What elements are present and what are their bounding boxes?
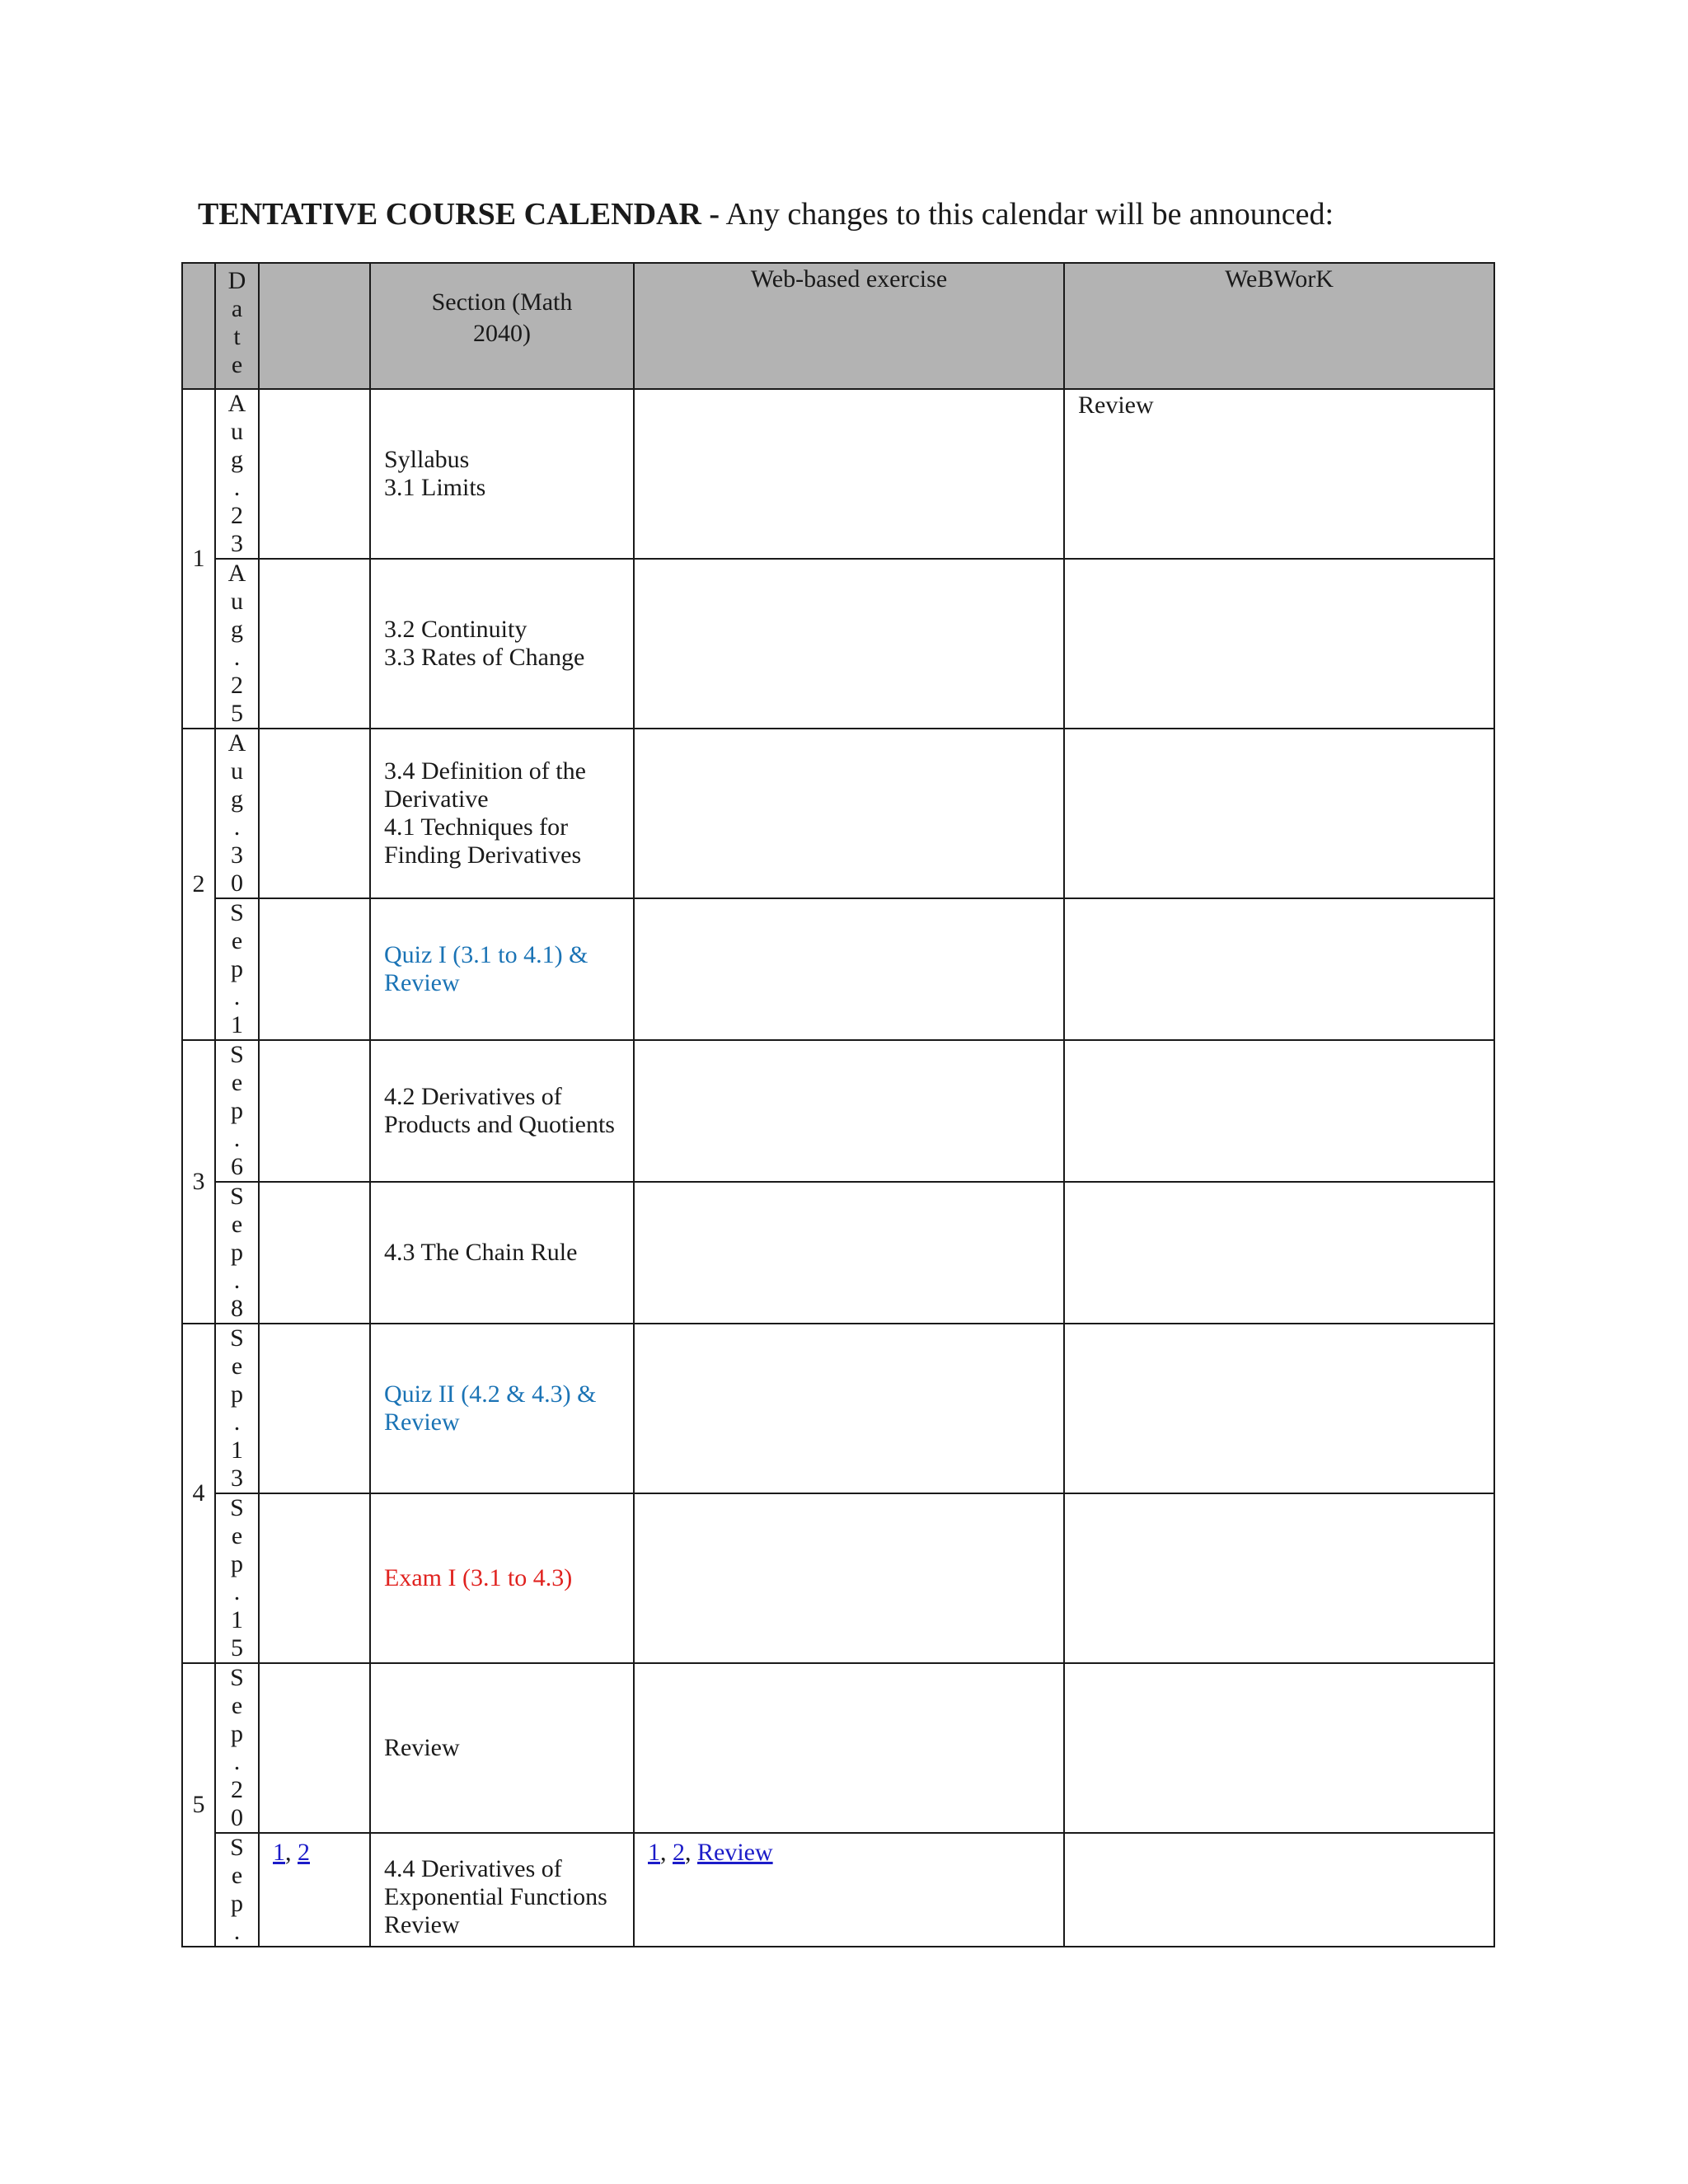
date-cell: S e p . 8 (215, 1182, 259, 1324)
section-cell: 4.4 Derivatives of Exponential Functions Review (370, 1833, 634, 1947)
header-row (182, 263, 1494, 389)
quiz-section-cell: Quiz II (4.2 & 4.3) & Review (370, 1324, 634, 1493)
webwork-cell: Review (1064, 389, 1494, 559)
web-exercise-cell (634, 1040, 1064, 1182)
links-cell (259, 1324, 370, 1493)
table-row (182, 729, 1494, 898)
page-title (198, 196, 1334, 232)
date-cell: S e p . 1 3 (215, 1324, 259, 1493)
links-cell (259, 559, 370, 729)
section-cell: 3.4 Definition of the Derivative 4.1 Techniques for Finding Derivatives (370, 729, 634, 898)
week-number: 5 (182, 1663, 215, 1947)
header-webwork: WeBWorK (1064, 263, 1494, 389)
date-cell: S e p . 1 5 (215, 1493, 259, 1663)
links-cell (259, 1663, 370, 1833)
section-cell: 4.2 Derivatives of Products and Quotients (370, 1040, 634, 1182)
week-number: 4 (182, 1324, 215, 1663)
links-cell (259, 1040, 370, 1182)
links-cell (259, 1182, 370, 1324)
web-exercise-cell (634, 1663, 1064, 1833)
header-links (259, 263, 370, 389)
table-row (182, 1663, 1494, 1833)
table-row (182, 1040, 1494, 1182)
web-link-1[interactable]: 1 (648, 1839, 660, 1866)
webwork-cell (1064, 1833, 1494, 1947)
header-week (182, 263, 215, 389)
header-date: D a t e (215, 263, 259, 389)
course-calendar-table (181, 262, 1495, 1947)
links-cell (259, 1493, 370, 1663)
web-exercise-cell (634, 729, 1064, 898)
web-exercise-cell: 1, 2, Review (634, 1833, 1064, 1947)
section-cell: Review (370, 1663, 634, 1833)
webwork-cell (1064, 1324, 1494, 1493)
link-2[interactable]: 2 (298, 1839, 310, 1866)
date-cell: A u g . 2 5 (215, 559, 259, 729)
webwork-cell (1064, 559, 1494, 729)
webwork-cell (1064, 898, 1494, 1040)
web-link-2[interactable]: 2 (673, 1839, 685, 1866)
week-number: 3 (182, 1040, 215, 1324)
links-cell (259, 729, 370, 898)
section-cell: 3.2 Continuity 3.3 Rates of Change (370, 559, 634, 729)
date-cell: S e p . 1 (215, 898, 259, 1040)
web-exercise-cell (634, 1324, 1064, 1493)
web-exercise-cell (634, 559, 1064, 729)
web-link-review[interactable]: Review (697, 1839, 773, 1866)
title-bold: TENTATIVE COURSE CALENDAR - (198, 197, 720, 232)
table-row (182, 389, 1494, 559)
date-cell: S e p . (215, 1833, 259, 1947)
section-cell: 4.3 The Chain Rule (370, 1182, 634, 1324)
table-row (182, 898, 1494, 1040)
date-cell: S e p . 2 0 (215, 1663, 259, 1833)
table-row (182, 559, 1494, 729)
table-row (182, 1324, 1494, 1493)
header-web-exercise: Web-based exercise (634, 263, 1064, 389)
web-exercise-cell (634, 389, 1064, 559)
link-1[interactable]: 1 (273, 1839, 285, 1866)
webwork-cell (1064, 1182, 1494, 1324)
exam-section-cell: Exam I (3.1 to 4.3) (370, 1493, 634, 1663)
week-number: 2 (182, 729, 215, 1040)
webwork-cell (1064, 729, 1494, 898)
section-cell: Syllabus 3.1 Limits (370, 389, 634, 559)
web-exercise-cell (634, 1182, 1064, 1324)
table-row (182, 1833, 1494, 1947)
links-cell: 1, 2 (259, 1833, 370, 1947)
links-cell (259, 389, 370, 559)
webwork-cell (1064, 1493, 1494, 1663)
title-rest: Any changes to this calendar will be announced: (720, 197, 1334, 232)
table-row (182, 1493, 1494, 1663)
webwork-cell (1064, 1040, 1494, 1182)
date-cell: A u g . 2 3 (215, 389, 259, 559)
webwork-cell (1064, 1663, 1494, 1833)
links-cell (259, 898, 370, 1040)
web-exercise-cell (634, 1493, 1064, 1663)
web-exercise-cell (634, 898, 1064, 1040)
date-cell: S e p . 6 (215, 1040, 259, 1182)
quiz-section-cell: Quiz I (3.1 to 4.1) & Review (370, 898, 634, 1040)
header-section: Section (Math 2040) (370, 263, 634, 389)
date-cell: A u g . 3 0 (215, 729, 259, 898)
table-row (182, 1182, 1494, 1324)
week-number: 1 (182, 389, 215, 729)
